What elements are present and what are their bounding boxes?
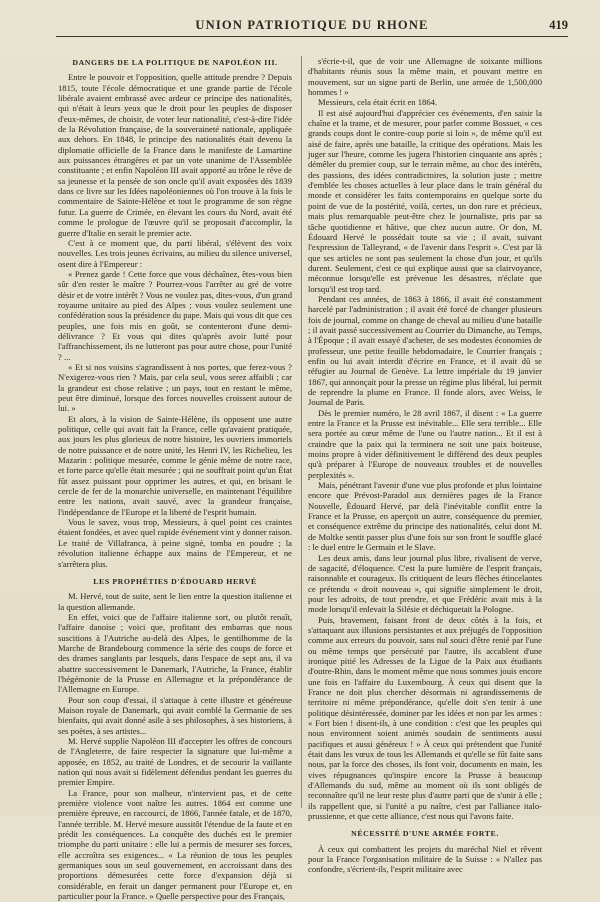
paragraph: Les deux amis, dans leur journal plus libre, rivalisent de verve, de sagacité, d'éloquence. C'est la pure lumière de l'esprit français, raisonnable et courageux. Ils critiquent de leurs flèches étincelantes ce prétendu « droit nouveau », qui signifie simplement le droit, pour les adroits, de tout prendre, et que Frédéric avait mis à la mode lorsqu'il enlevait la Silésie et déchiquetait la Pologne. [308,552,542,615]
paragraph: Et alors, à la vision de Sainte-Hélène, ils opposent une autre politique, celle qui avait fait la France, celle qu'avaient pratiquée, aux jours les plus glorieux de notre histoire, les ouvriers immortels de notre puissance et de notre unité, les Henri IV, les Richelieu, les Mazarin : politique mesurée, comme le génie même de notre race, et forte parce qu'elle était mesurée ; qui ne souffrait point qu'un État fût assez puissant pour opprimer les autres, et qui, en brisant le cercle de fer de la monarchie universelle, en maintenant l'équilibre entre les nations, avait sauvé, avec la grandeur française, l'indépendance de l'Europe et la liberté de l'esprit humain. [58,413,292,517]
paragraph: Entre le pouvoir et l'opposition, quelle attitude prendre ? Depuis 1815, toute l'école démocratique et une grande partie de l'école libérale avaient embrassé avec ardeur ce principe des nationalités, qui n'était à leurs yeux que le droit pour les peuples de disposer d'eux-mêmes, de choisir, de voter leur nationalité, c'est-à-dire l'idée de la Révolution française, de la souveraineté nationale, appliquée aux dehors. En 1848, le principe des nationalités était devenu la diplomatie officielle de la France dans le manifeste de Lamartine aux puissances étrangères et par un vote unanime de l'Assemblée constituante ; et enfin Napoléon III avait apporté au trône le rêve de sa jeunesse et la pensée de son oncle qu'il avait exposées dès 1839 dans ce livre sur les Idées napoléoniennes où l'on trouve à la fois le commentaire de Sainte-Hélène et tout le programme de son règne futur. La guerre de Crimée, en élevant les cours du Nord, avait été comme le prologue de l'œuvre qu'il se proposait d'accomplir, la guerre d'Italie en serait le premier acte. [58,72,292,238]
right-column [308,56,542,875]
paragraph: Messieurs, cela était écrit en 1864. [318,97,438,108]
paragraph: M. Hervé supplie Napoléon III d'accepter les offres de concours de l'Angleterre, de faire respecter la signature que lui-même a apposée, en 1852, au traité de Londres, et de secourir la vaillante nation qui nous avait si fidèlement défendus pendant les guerres du premier Empire. [58,736,292,788]
page-number: 419 [549,18,568,32]
paragraph: En effet, voici que de l'affaire italienne sort, ou plutôt renaît, l'affaire danoise ; voici que, profitant des embarras que nous suscitions à l'Autriche au-delà des Alpes, le gentilhomme de la Marche de Brandebourg commence la série des coups de force et des drames sanglants par lesquels, dans l'espace de sept ans, il va abattre successivement le Danemark, l'Autriche, la France, établir l'hégémonie de la Prusse en Allemagne et la prépondérance de l'Allemagne en Europe. [58,611,292,695]
paragraph: « Prenez garde ! Cette force que vous déchaînez, êtes-vous bien sûr d'en rester le maître ? Pourrez-vous l'arrêter au gré de votre désir et de votre intérêt ? Vous ne voulez pas, dites-vous, d'un grand royaume unitaire au pied des Alpes ; vous voulez seulement une confédération sous la présidence du pape. Mais qui vous dit que ces peuples, une fois mis en goût, se contenteront d'une demi-délivrance ? Et vous qui dites qu'après avoir lutté pour l'affranchissement, ils ne lutteront pas pour autre chose, pour l'unité ? ... [58,268,292,362]
paragraph: Il est aisé aujourd'hui d'apprécier ces événements, d'en saisir la chaîne et la trame, et de mesurer, pour parler comme Bossuet, « ces grands coups dont le contre-coup porte si loin », de même qu'il est aisé de faire, après une bataille, la critique des opérations. Mais les juger sur l'heure, comme les jugera l'historien cinquante ans après ; démêler du premier coup, sur le terrain même, au choc des intérêts, des passions, des idées contradictoires, la solution juste ; mettre d'emblée les choses actuelles à leur place dans le train général du monde et considérer les faits contemporains en quelque sorte du point de vue de la postérité, voilà, certes, un don rare et précieux, mais plus remarquable peut-être chez le journaliste, pris par sa tâche quotidienne et hâtive, que chez aucun autre. Or don, M. Édouard Hervé le possédait toute sa vie ; il avait, suivant l'expression de Talleyrand, « de l'avenir dans l'esprit ». C'est par là que ses articles ne sont pas seulement la chose d'un jour, et qu'ils durent. Seulement, c'est ce qui explique aussi que sa clairvoyance, méconnue lorsqu'elle est prévenue les désastres, n'éclate que lorsqu'il est trop tard. [308,107,542,294]
section-heading: DANGERS DE LA POLITIQUE DE NAPOLÉON III. [72,58,278,67]
section-heading: NÉCESSITÉ D'UNE ARMÉE FORTE. [351,829,499,839]
paragraph: Pendant ces années, de 1863 à 1866, il avait été constamment harcelé par l'administration ; il avait été forcé de changer plusieurs fois de journal, comme on change de cheval au milieu d'une bataille ; il avait passé successivement au Courrier du Dimanche, au Temps, à l'Époque ; il avait essayé d'acheter, de ses modestes économies de professeur, une petite feuille hebdomadaire, le Courrier français ; enfin ou lui avait interdit d'écrire en France, et il avait dû se réfugier au Journal de Genève. La lettre impériale du 19 janvier 1867, qui annonçait pour la presse un régime plus libéral, lui permit de reprendre la plume en France. Il fonde alors, avec Weiss, le Journal de Paris. [308,293,542,408]
journal-title: UNION PATRIOTIQUE DU RHONE [195,18,429,32]
column-divider [301,56,302,808]
paragraph: Puis, bravement, faisant front de deux côtés à la fois, et s'attaquant aux illusions persistantes et aux préjugés de l'opposition comme aux erreurs du pouvoir, sans nul souci d'être renié par l'une ou même temps que persécuté par l'autre, ils accablent d'une ironique pitié les Adresses de la Ligue de la Paix aux étudiants d'outre-Rhin, dans le moment même que nous sommes jouis encore une fois en l'affaire du Luxembourg. À ceux qui disent que la France ne doit plus chercher désormais ni agrandissements de territoire ni même prépondérance, qu'elle doit s'en tenir à une politique désintéressée, dominer par les idées et non par les armes : « Fort bien ! disent-ils, à une condition : c'est que les peuples qui nous environnent soient animés soudain de sentiments aussi pacifiques et aussi généreux ! » À ceux qui prétendent que l'unité était dans les vœux de tous les Allemands et qu'elle se fût faite sans nous, par la force des choses, ils font voir, documents en main, les vives répugnances qu'inspire encore la Prusse à beaucoup d'Allemands du sud, même au moment où ils sont obligés de reconnaître qu'il ne leur reste plus d'autre parti que de s'unir à elle ; ils rappellent que, si l'unité a pu naître, c'est par l'alliance italo-prussienne, et que cette alliance, c'est nous qui l'avons faite. [308,614,542,822]
left-column [58,56,292,902]
paragraph: Dès le premier numéro, le 28 avril 1867, il disent : « La guerre entre la France et la Prusse est inévitable... Elle sera terrible... Elle sera portée au cœur même de l'une ou l'autre nation... Et il est à craindre que la paix qui la terminera ne soit une paix boiteuse, moins propre à vider définitivement le différend des deux peuples qu'à préparer à l'Europe de nouveaux troubles et de nouvelles perplexités ». [308,407,542,480]
section-heading: LES PROPHÉTIES D'ÉDOUARD HERVÉ [93,576,257,586]
paragraph: Pour son coup d'essai, il s'attaque à cette illustre et généreuse Maison royale de Danemark, qui avait comblé la Germanie de ses bienfaits, qui avait donné asile à ses philosophes, à ses historiens, à ses poètes, à ses artistes... [58,694,292,736]
paragraph: Mais, pénétrant l'avenir d'une vue plus profonde et plus lointaine encore que Prévost-Paradol aux dernières pages de la France Nouvelle, Édouard Hervé, par delà l'inévitable conflit entre la France et la Prusse, en aperçoit un autre, conséquence du premier, et conséquence extrême du principe des nationalités, celui dont M. de Moltke sentit passer plus d'une fois sur son front le souffle glacé : le duel entre le Germain et le Slave. [308,480,542,553]
paragraph: s'écrie-t-il, que de voir une Allemagne de soixante millions d'habitants réunis sous la même main, et pouvant mettre en mouvement, sur un signe parti de Berlin, une armée de 1,500,000 hommes ! » [308,56,542,98]
paragraph: « Et si nos voisins s'agrandissent à nos portes, que ferez-vous ? N'exigerez-vous rien ? Mais, par cela seul, vous serez affaibli ; car la grandeur est chose relative ; un pays, tout en restant le même, peut être diminué, lorsque des forces nouvelles croissent autour de lui. » [58,361,292,414]
paragraph: La France, pour son malheur, n'intervient pas, et de cette première violence vont naître les autres. 1864 est comme une première épreuve, en raccourci, de 1866, l'année fatale, et de 1870, l'année terrible. M. Hervé mesure aussitôt l'étendue de la faute et en prédit les conséquences. La conquête des duchés est le premier triomphe du parti unitaire : elle lui a permis de mesurer ses forces, elle accroîtra ses exigences... « La réunion de tous les peuples germaniques sous un seul gouvernement, en accroissant dans des proportions démesurées cette force d'expansion déjà si considérable, en ferait un danger permanent pour l'Europe et, en particulier pour la France. » Quelle perspective pour des Français, [58,787,292,902]
paragraph: Vous le savez, vous trop, Messieurs, à quel point ces craintes étaient fondées, et avec quel rapide événement vint y donner raison. Le traité de Villafranca, à peine signé, tomba en poudre ; la révolution italienne échappe aux mains de l'Empereur, et ne s'arrêtera plus. [58,517,292,569]
paragraph: C'est à ce moment que, du parti libéral, s'élèvent des voix nouvelles. Les trois jeunes écrivains, au milieu du silence universel, osent dire à l'Empereur : [58,237,292,269]
page-header [56,16,568,37]
paragraph: M. Hervé, tout de suite, sent le lien entre la question italienne et la question allemande. [58,591,292,612]
paragraph: À ceux qui combattent les projets du maréchal Niel et rêvent pour la France l'organisation militaire de la Suisse : « N'allez pas confondre, s'écrient-ils, l'esprit militaire avec [308,843,542,875]
